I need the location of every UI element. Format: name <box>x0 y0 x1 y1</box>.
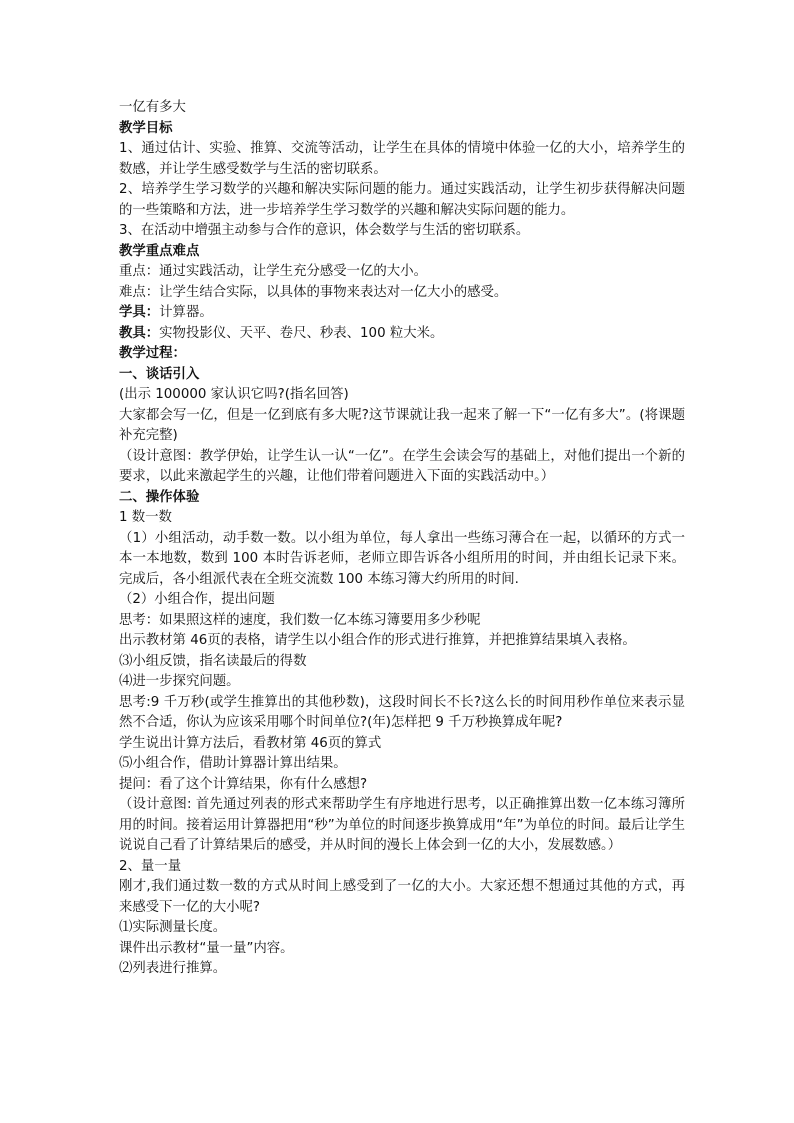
intro-show: (出示 100000 家认识它吗?(指名回答) <box>119 387 349 402</box>
goal-2: 2、培养学生学习数学的兴趣和解决实际问题的能力。通过实践活动，让学生初步获得解决问题的一些策略和方法，进一步培养学生学习数学的兴趣和解决实际问题的能力。 <box>119 182 685 218</box>
student-tools-text: 计算器。 <box>159 305 213 320</box>
courseware: 课件出示教材“量一量”内容。 <box>119 940 294 956</box>
difficulty-point: 难点：让学生结合实际，以具体的事物来表达对一亿大小的感受。 <box>119 284 508 300</box>
heading-operate: 二、操作体验 <box>119 489 200 505</box>
heading-intro: 一、谈话引入 <box>119 366 200 382</box>
measure-step-1: ⑴实际测量长度。 <box>119 920 227 935</box>
intro-design-intent: （设计意图：教学伊始，让学生认一认“一亿”。在学生会读会写的基础上，对他们提出一个新的要求，以此来激起学生的兴趣，让他们带着问题进入下面的实践活动中。） <box>119 448 685 484</box>
count-title: 1 数一数 <box>119 510 172 525</box>
student-method: 学生说出计算方法后，看教材第 46页的算式 <box>119 735 382 751</box>
document-page <box>119 98 685 980</box>
heading-teaching-process: 教学过程： <box>119 346 186 361</box>
intro-talk: 大家都会写一亿，但是一亿到底有多大呢?这节课就让我一起来了解一下“一亿有多大”。(将课题补充完整) <box>119 407 685 443</box>
think-2: 思考:9 千万秒(或学生推算出的其他秒数)，这段时间长不长?这么长的时间用秒作单位来表示显然不合适，你认为应该采用哪个时间单位?(年)怎样把 9 千万秒换算成年呢? <box>119 694 685 730</box>
design-intent-2: （设计意图: 首先通过列表的形式来帮助学生有序地进行思考，以正确推算出数一亿本练习簿所用的时间。接着运用计算器把用“秒”为单位的时间逐步换算成用“年”为单位的时间。最后让学生说说自己看了计算结果后的感受，并从时间的漫长上体会到一亿的大小，发展数感。） <box>119 797 685 853</box>
measure-title: 2、量一量 <box>119 858 182 874</box>
teacher-tools-label: 教具： <box>119 325 160 341</box>
heading-teaching-goals: 教学目标 <box>119 120 173 136</box>
teacher-tools <box>119 324 685 345</box>
teacher-tools-text: 实物投影仪、天平、卷尺、秒表、100 粒大米。 <box>159 325 444 341</box>
measure-step-2: ⑵列表进行推算。 <box>119 961 227 976</box>
goal-3: 3、在活动中增强主动参与合作的意识，体会数学与生活的密切联系。 <box>119 223 530 238</box>
show-table: 出示教材第 46页的表格，请学生以小组合作的形式进行推算，并把推算结果填入表格。 <box>119 633 636 648</box>
step-5: ⑸小组合作，借助计算器计算出结果。 <box>119 756 347 771</box>
measure-intro: 刚才,我们通过数一数的方式从时间上感受到了一亿的大小。大家还想不想通过其他的方式，再来感受下一亿的大小呢? <box>119 879 685 915</box>
step-3: ⑶小组反馈，指名读最后的得数 <box>119 653 307 669</box>
count-step-1: （1）小组活动，动手数一数。以小组为单位，每人拿出一些练习薄合在一起，以循环的方式一本一本地数，数到 100 本时告诉老师，老师立即告诉各小组所用的时间，并由组长记录下来。完成后，各小组派代表在全班交流数 100 本练习簿大约所用的时间. <box>119 530 685 587</box>
step-4: ⑷进一步探究问题。 <box>119 674 240 689</box>
heading-key-difficult-points: 教学重点难点 <box>119 243 200 259</box>
doc-title: 一亿有多大 <box>119 100 186 115</box>
goal-1: 1、通过估计、实验、推算、交流等活动，让学生在具体的情境中体验一亿的大小，培养学生的数感，并让学生感受数学与生活的密切联系。 <box>119 141 685 177</box>
think-1: 思考：如果照这样的速度，我们数一亿本练习簿要用多少秒呢 <box>119 612 481 628</box>
student-tools-label: 学具： <box>119 305 160 320</box>
count-step-2: （2）小组合作，提出问题 <box>119 592 275 607</box>
student-tools <box>119 303 685 324</box>
question: 提问：看了这个计算结果，你有什么感想? <box>119 776 368 792</box>
key-point: 重点：通过实践活动，让学生充分感受一亿的大小。 <box>119 264 427 279</box>
